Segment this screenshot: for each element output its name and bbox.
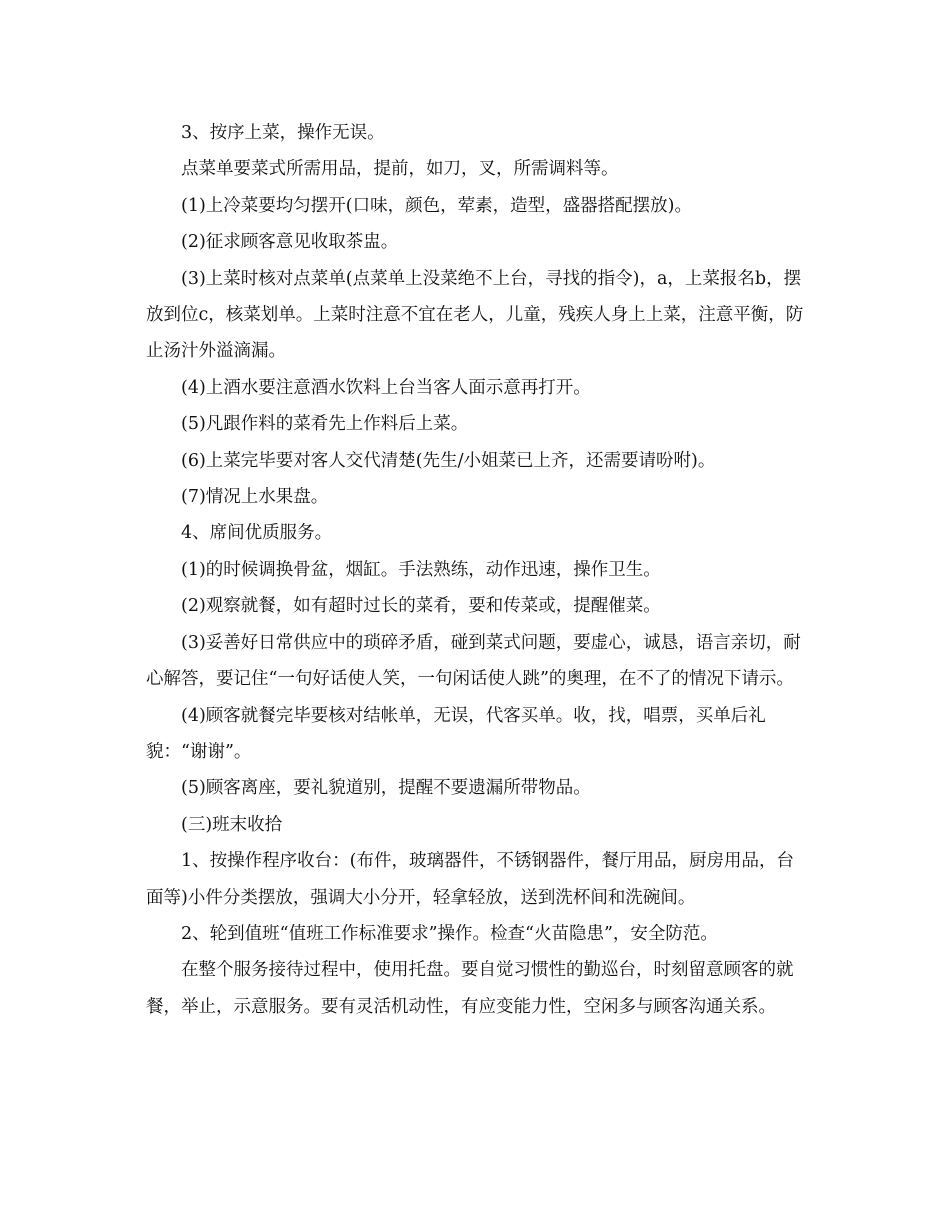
paragraph: (2)观察就餐，如有超时过长的菜肴，要和传菜或，提醒催菜。 <box>181 596 661 617</box>
paragraph: (5)凡跟作料的菜肴先上作料后上菜。 <box>181 414 469 435</box>
section-heading: (三)班末收拾 <box>181 814 283 835</box>
paragraph: (3)上菜时核对点菜单(点菜单上没菜绝不上台，寻找的指令)，a，上菜报名b，摆放到位c，核菜划单。上菜时注意不宜在老人，儿童，残疾人身上上菜，注意平衡，防止汤汁外溢滴漏。 <box>146 268 804 362</box>
paragraph: (3)妥善好日常供应中的琐碎矛盾，碰到菜式问题，要虚心，诚恳，语言亲切，耐心解答，要记住“一句好话使人笑，一句闲话使人跳”的奥理，在不了的情况下请示。 <box>146 632 801 690</box>
paragraph: 点菜单要菜式所需用品，提前，如刀，叉，所需调料等。 <box>181 159 619 180</box>
paragraph: (6)上菜完毕要对客人交代清楚(先生/小姐菜已上齐，还需要请吩咐)。 <box>181 450 716 471</box>
paragraph: (2)征求顾客意见收取茶盅。 <box>181 232 399 253</box>
paragraph: (7)情况上水果盘。 <box>181 487 329 508</box>
paragraph: (5)顾客离座，要礼貌道别，提醒不要遗漏所带物品。 <box>181 778 591 799</box>
paragraph: 1、按操作程序收台：(布件，玻璃器件，不锈钢器件，餐厅用品，厨房用品，台面等)小件分类摆放，强调大小分开，轻拿轻放，送到洗杯间和洗碗间。 <box>146 851 794 908</box>
paragraph: 2、轮到值班“值班工作标准要求”操作。检查“火苗隐患”，安全防范。 <box>181 923 718 944</box>
paragraph: 在整个服务接待过程中，使用托盘。要自觉习惯性的勤巡台，时刻留意顾客的就餐，举止，示意服务。要有灵活机动性，有应变能力性，空闲多与顾客沟通关系。 <box>146 960 794 1017</box>
document-body <box>146 115 806 1025</box>
paragraph: (4)上酒水要注意酒水饮料上台当客人面示意再打开。 <box>181 377 591 398</box>
paragraph: (4)顾客就餐完毕要核对结帐单，无误，代客买单。收，找，唱票，买单后礼貌：“谢谢”。 <box>146 705 766 762</box>
paragraph: (1)上冷菜要均匀摆开(口味，颜色，荤素，造型，盛器搭配摆放)。 <box>181 195 692 216</box>
paragraph: 3、按序上菜，操作无误。 <box>181 123 385 143</box>
paragraph: 4、席间优质服务。 <box>181 523 333 544</box>
paragraph: (1)的时候调换骨盆，烟缸。手法熟练，动作迅速，操作卫生。 <box>181 559 661 580</box>
